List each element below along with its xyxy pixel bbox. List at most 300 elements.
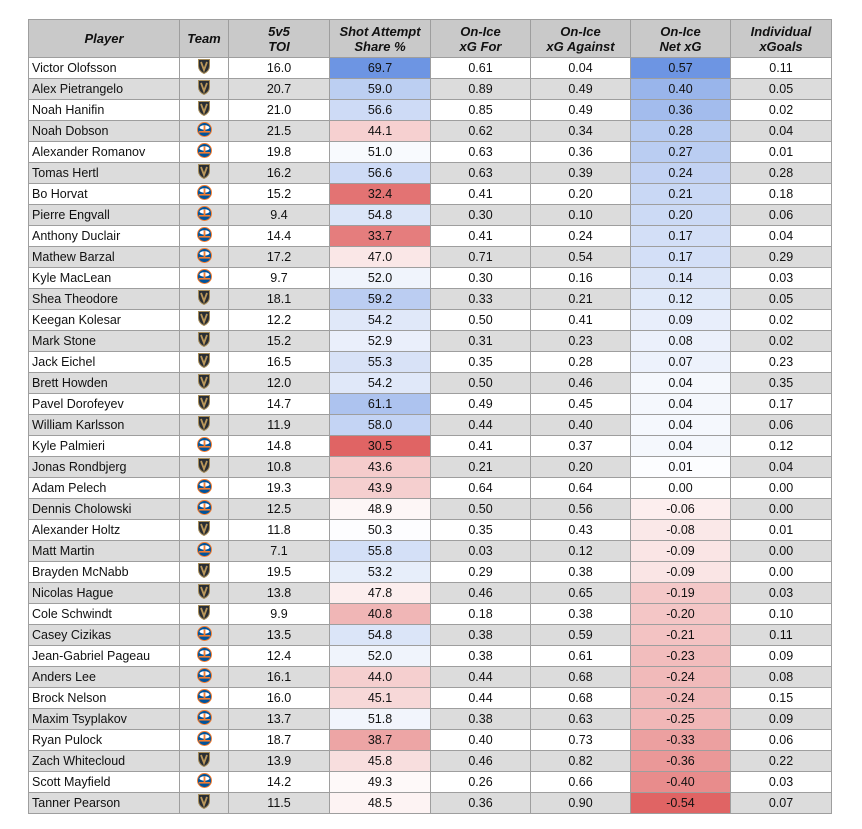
- individual-xgoals-cell: 0.05: [731, 289, 832, 310]
- player-name-cell: William Karlsson: [29, 415, 180, 436]
- player-name-cell: Brock Nelson: [29, 688, 180, 709]
- table-row: [29, 184, 832, 205]
- player-name-cell: Brayden McNabb: [29, 562, 180, 583]
- toi-cell: 17.2: [229, 247, 330, 268]
- player-name-cell: Jonas Rondbjerg: [29, 457, 180, 478]
- new-york-islanders-logo-icon: [197, 710, 212, 728]
- vegas-golden-knights-logo-icon: [198, 101, 210, 119]
- player-name-cell: Victor Olofsson: [29, 58, 180, 79]
- xg-for-cell: 0.40: [431, 730, 531, 751]
- shot-attempt-share-cell: 44.0: [330, 667, 431, 688]
- new-york-islanders-logo-icon: [197, 500, 212, 518]
- player-name-cell: Maxim Tsyplakov: [29, 709, 180, 730]
- individual-xgoals-cell: 0.17: [731, 394, 832, 415]
- team-cell: [180, 58, 229, 79]
- xg-against-cell: 0.04: [531, 58, 631, 79]
- new-york-islanders-logo-icon: [197, 647, 212, 665]
- team-cell: [180, 541, 229, 562]
- xg-for-cell: 0.85: [431, 100, 531, 121]
- shot-attempt-share-cell: 54.8: [330, 205, 431, 226]
- table-row: [29, 352, 832, 373]
- toi-cell: 14.2: [229, 772, 330, 793]
- vegas-golden-knights-logo-icon: [198, 353, 210, 371]
- xg-for-cell: 0.35: [431, 520, 531, 541]
- xg-for-cell: 0.30: [431, 205, 531, 226]
- xg-for-cell: 0.41: [431, 436, 531, 457]
- individual-xgoals-cell: 0.10: [731, 604, 832, 625]
- team-cell: [180, 331, 229, 352]
- player-name-cell: Anders Lee: [29, 667, 180, 688]
- table-row: [29, 667, 832, 688]
- new-york-islanders-logo-icon: [197, 248, 212, 266]
- xg-for-cell: 0.33: [431, 289, 531, 310]
- individual-xgoals-cell: 0.03: [731, 583, 832, 604]
- xg-for-cell: 0.49: [431, 394, 531, 415]
- team-cell: [180, 394, 229, 415]
- team-cell: [180, 625, 229, 646]
- toi-cell: 19.3: [229, 478, 330, 499]
- individual-xgoals-cell: 0.00: [731, 499, 832, 520]
- header-net-xg: On-Ice Net xG: [631, 20, 731, 58]
- team-cell: [180, 562, 229, 583]
- individual-xgoals-cell: 0.23: [731, 352, 832, 373]
- table-row: [29, 478, 832, 499]
- shot-attempt-share-cell: 43.6: [330, 457, 431, 478]
- new-york-islanders-logo-icon: [197, 143, 212, 161]
- team-cell: [180, 667, 229, 688]
- team-cell: [180, 457, 229, 478]
- net-xg-cell: 0.04: [631, 373, 731, 394]
- xg-against-cell: 0.66: [531, 772, 631, 793]
- shot-attempt-share-cell: 45.1: [330, 688, 431, 709]
- table-row: [29, 751, 832, 772]
- table-row: [29, 142, 832, 163]
- xg-against-cell: 0.54: [531, 247, 631, 268]
- toi-cell: 10.8: [229, 457, 330, 478]
- net-xg-cell: -0.23: [631, 646, 731, 667]
- new-york-islanders-logo-icon: [197, 626, 212, 644]
- xg-for-cell: 0.44: [431, 688, 531, 709]
- team-cell: [180, 373, 229, 394]
- team-cell: [180, 352, 229, 373]
- toi-cell: 16.1: [229, 667, 330, 688]
- xg-against-cell: 0.16: [531, 268, 631, 289]
- player-name-cell: Alexander Holtz: [29, 520, 180, 541]
- net-xg-cell: -0.08: [631, 520, 731, 541]
- team-cell: [180, 100, 229, 121]
- player-name-cell: Pavel Dorofeyev: [29, 394, 180, 415]
- xg-for-cell: 0.35: [431, 352, 531, 373]
- table-row: [29, 520, 832, 541]
- player-name-cell: Dennis Cholowski: [29, 499, 180, 520]
- player-name-cell: Zach Whitecloud: [29, 751, 180, 772]
- shot-attempt-share-cell: 52.0: [330, 268, 431, 289]
- xg-against-cell: 0.12: [531, 541, 631, 562]
- shot-attempt-share-cell: 30.5: [330, 436, 431, 457]
- team-cell: [180, 121, 229, 142]
- xg-against-cell: 0.68: [531, 688, 631, 709]
- vegas-golden-knights-logo-icon: [198, 374, 210, 392]
- xg-against-cell: 0.37: [531, 436, 631, 457]
- xg-against-cell: 0.90: [531, 793, 631, 814]
- new-york-islanders-logo-icon: [197, 269, 212, 287]
- shot-attempt-share-cell: 44.1: [330, 121, 431, 142]
- team-cell: [180, 688, 229, 709]
- net-xg-cell: -0.21: [631, 625, 731, 646]
- xg-against-cell: 0.40: [531, 415, 631, 436]
- new-york-islanders-logo-icon: [197, 185, 212, 203]
- vegas-golden-knights-logo-icon: [198, 605, 210, 623]
- player-name-cell: Keegan Kolesar: [29, 310, 180, 331]
- shot-attempt-share-cell: 52.9: [330, 331, 431, 352]
- player-name-cell: Alex Pietrangelo: [29, 79, 180, 100]
- new-york-islanders-logo-icon: [197, 689, 212, 707]
- individual-xgoals-cell: 0.04: [731, 226, 832, 247]
- xg-against-cell: 0.39: [531, 163, 631, 184]
- net-xg-cell: 0.40: [631, 79, 731, 100]
- table-row: [29, 163, 832, 184]
- individual-xgoals-cell: 0.28: [731, 163, 832, 184]
- individual-xgoals-cell: 0.02: [731, 100, 832, 121]
- vegas-golden-knights-logo-icon: [198, 332, 210, 350]
- xg-for-cell: 0.38: [431, 625, 531, 646]
- net-xg-cell: 0.07: [631, 352, 731, 373]
- xg-against-cell: 0.41: [531, 310, 631, 331]
- player-name-cell: Jean-Gabriel Pageau: [29, 646, 180, 667]
- individual-xgoals-cell: 0.07: [731, 793, 832, 814]
- shot-attempt-share-cell: 32.4: [330, 184, 431, 205]
- xg-against-cell: 0.59: [531, 625, 631, 646]
- xg-for-cell: 0.26: [431, 772, 531, 793]
- xg-against-cell: 0.28: [531, 352, 631, 373]
- player-name-cell: Noah Dobson: [29, 121, 180, 142]
- team-cell: [180, 478, 229, 499]
- table-row: [29, 688, 832, 709]
- toi-cell: 18.1: [229, 289, 330, 310]
- vegas-golden-knights-logo-icon: [198, 290, 210, 308]
- net-xg-cell: -0.09: [631, 541, 731, 562]
- shot-attempt-share-cell: 56.6: [330, 100, 431, 121]
- team-cell: [180, 646, 229, 667]
- team-cell: [180, 184, 229, 205]
- shot-attempt-share-cell: 54.2: [330, 310, 431, 331]
- xg-against-cell: 0.45: [531, 394, 631, 415]
- toi-cell: 13.8: [229, 583, 330, 604]
- xg-for-cell: 0.03: [431, 541, 531, 562]
- individual-xgoals-cell: 0.08: [731, 667, 832, 688]
- shot-attempt-share-cell: 53.2: [330, 562, 431, 583]
- team-cell: [180, 793, 229, 814]
- header-toi: 5v5 TOI: [229, 20, 330, 58]
- net-xg-cell: 0.28: [631, 121, 731, 142]
- team-cell: [180, 310, 229, 331]
- vegas-golden-knights-logo-icon: [198, 311, 210, 329]
- player-name-cell: Nicolas Hague: [29, 583, 180, 604]
- team-cell: [180, 730, 229, 751]
- net-xg-cell: 0.14: [631, 268, 731, 289]
- table-row: [29, 58, 832, 79]
- vegas-golden-knights-logo-icon: [198, 416, 210, 434]
- net-xg-cell: 0.21: [631, 184, 731, 205]
- net-xg-cell: 0.20: [631, 205, 731, 226]
- shot-attempt-share-cell: 56.6: [330, 163, 431, 184]
- shot-attempt-share-cell: 55.8: [330, 541, 431, 562]
- player-name-cell: Casey Cizikas: [29, 625, 180, 646]
- player-name-cell: Noah Hanifin: [29, 100, 180, 121]
- xg-against-cell: 0.10: [531, 205, 631, 226]
- toi-cell: 14.4: [229, 226, 330, 247]
- xg-against-cell: 0.24: [531, 226, 631, 247]
- net-xg-cell: 0.00: [631, 478, 731, 499]
- xg-against-cell: 0.34: [531, 121, 631, 142]
- xg-for-cell: 0.36: [431, 793, 531, 814]
- player-name-cell: Matt Martin: [29, 541, 180, 562]
- xg-for-cell: 0.50: [431, 373, 531, 394]
- table-row: [29, 625, 832, 646]
- net-xg-cell: 0.04: [631, 415, 731, 436]
- table-row: [29, 541, 832, 562]
- individual-xgoals-cell: 0.11: [731, 625, 832, 646]
- table-row: [29, 709, 832, 730]
- net-xg-cell: 0.17: [631, 247, 731, 268]
- xg-against-cell: 0.61: [531, 646, 631, 667]
- toi-cell: 9.7: [229, 268, 330, 289]
- xg-against-cell: 0.46: [531, 373, 631, 394]
- player-name-cell: Anthony Duclair: [29, 226, 180, 247]
- toi-cell: 16.0: [229, 58, 330, 79]
- team-cell: [180, 226, 229, 247]
- xg-for-cell: 0.62: [431, 121, 531, 142]
- new-york-islanders-logo-icon: [197, 437, 212, 455]
- player-name-cell: Brett Howden: [29, 373, 180, 394]
- player-name-cell: Alexander Romanov: [29, 142, 180, 163]
- vegas-golden-knights-logo-icon: [198, 794, 210, 812]
- xg-for-cell: 0.89: [431, 79, 531, 100]
- shot-attempt-share-cell: 50.3: [330, 520, 431, 541]
- table-row: [29, 457, 832, 478]
- xg-for-cell: 0.46: [431, 583, 531, 604]
- player-name-cell: Kyle Palmieri: [29, 436, 180, 457]
- toi-cell: 12.4: [229, 646, 330, 667]
- player-name-cell: Pierre Engvall: [29, 205, 180, 226]
- player-name-cell: Kyle MacLean: [29, 268, 180, 289]
- table-row: [29, 247, 832, 268]
- xg-for-cell: 0.63: [431, 163, 531, 184]
- individual-xgoals-cell: 0.01: [731, 520, 832, 541]
- player-stats-table: [28, 19, 832, 814]
- shot-attempt-share-cell: 52.0: [330, 646, 431, 667]
- shot-attempt-share-cell: 69.7: [330, 58, 431, 79]
- net-xg-cell: -0.54: [631, 793, 731, 814]
- toi-cell: 16.2: [229, 163, 330, 184]
- individual-xgoals-cell: 0.02: [731, 331, 832, 352]
- shot-attempt-share-cell: 38.7: [330, 730, 431, 751]
- new-york-islanders-logo-icon: [197, 773, 212, 791]
- individual-xgoals-cell: 0.05: [731, 79, 832, 100]
- table-row: [29, 205, 832, 226]
- xg-for-cell: 0.64: [431, 478, 531, 499]
- table-row: [29, 646, 832, 667]
- net-xg-cell: -0.40: [631, 772, 731, 793]
- shot-attempt-share-cell: 48.5: [330, 793, 431, 814]
- toi-cell: 19.5: [229, 562, 330, 583]
- team-cell: [180, 163, 229, 184]
- xg-for-cell: 0.29: [431, 562, 531, 583]
- team-cell: [180, 604, 229, 625]
- toi-cell: 13.7: [229, 709, 330, 730]
- header-team: Team: [180, 20, 229, 58]
- xg-against-cell: 0.36: [531, 142, 631, 163]
- net-xg-cell: -0.36: [631, 751, 731, 772]
- new-york-islanders-logo-icon: [197, 542, 212, 560]
- individual-xgoals-cell: 0.09: [731, 646, 832, 667]
- xg-for-cell: 0.41: [431, 226, 531, 247]
- shot-attempt-share-cell: 48.9: [330, 499, 431, 520]
- table-row: [29, 226, 832, 247]
- player-name-cell: Tanner Pearson: [29, 793, 180, 814]
- toi-cell: 11.8: [229, 520, 330, 541]
- new-york-islanders-logo-icon: [197, 731, 212, 749]
- individual-xgoals-cell: 0.35: [731, 373, 832, 394]
- table-row: [29, 394, 832, 415]
- net-xg-cell: 0.09: [631, 310, 731, 331]
- xg-for-cell: 0.46: [431, 751, 531, 772]
- xg-for-cell: 0.31: [431, 331, 531, 352]
- xg-for-cell: 0.18: [431, 604, 531, 625]
- individual-xgoals-cell: 0.03: [731, 268, 832, 289]
- toi-cell: 12.0: [229, 373, 330, 394]
- shot-attempt-share-cell: 59.2: [330, 289, 431, 310]
- xg-against-cell: 0.49: [531, 100, 631, 121]
- net-xg-cell: 0.27: [631, 142, 731, 163]
- net-xg-cell: -0.24: [631, 667, 731, 688]
- xg-against-cell: 0.38: [531, 604, 631, 625]
- individual-xgoals-cell: 0.03: [731, 772, 832, 793]
- shot-attempt-share-cell: 49.3: [330, 772, 431, 793]
- shot-attempt-share-cell: 54.8: [330, 625, 431, 646]
- individual-xgoals-cell: 0.00: [731, 541, 832, 562]
- net-xg-cell: 0.12: [631, 289, 731, 310]
- table-row: [29, 436, 832, 457]
- vegas-golden-knights-logo-icon: [198, 164, 210, 182]
- individual-xgoals-cell: 0.04: [731, 121, 832, 142]
- individual-xgoals-cell: 0.01: [731, 142, 832, 163]
- team-cell: [180, 709, 229, 730]
- individual-xgoals-cell: 0.12: [731, 436, 832, 457]
- xg-against-cell: 0.21: [531, 289, 631, 310]
- player-name-cell: Tomas Hertl: [29, 163, 180, 184]
- xg-for-cell: 0.71: [431, 247, 531, 268]
- toi-cell: 15.2: [229, 331, 330, 352]
- xg-for-cell: 0.41: [431, 184, 531, 205]
- shot-attempt-share-cell: 40.8: [330, 604, 431, 625]
- individual-xgoals-cell: 0.06: [731, 730, 832, 751]
- player-name-cell: Scott Mayfield: [29, 772, 180, 793]
- toi-cell: 21.5: [229, 121, 330, 142]
- table-row: [29, 604, 832, 625]
- shot-attempt-share-cell: 59.0: [330, 79, 431, 100]
- team-cell: [180, 520, 229, 541]
- vegas-golden-knights-logo-icon: [198, 395, 210, 413]
- header-row: [29, 20, 832, 58]
- vegas-golden-knights-logo-icon: [198, 80, 210, 98]
- toi-cell: 12.2: [229, 310, 330, 331]
- net-xg-cell: -0.20: [631, 604, 731, 625]
- vegas-golden-knights-logo-icon: [198, 584, 210, 602]
- xg-against-cell: 0.68: [531, 667, 631, 688]
- net-xg-cell: 0.04: [631, 394, 731, 415]
- table-row: [29, 562, 832, 583]
- table-row: [29, 373, 832, 394]
- toi-cell: 14.7: [229, 394, 330, 415]
- net-xg-cell: -0.33: [631, 730, 731, 751]
- shot-attempt-share-cell: 58.0: [330, 415, 431, 436]
- new-york-islanders-logo-icon: [197, 122, 212, 140]
- individual-xgoals-cell: 0.04: [731, 457, 832, 478]
- xg-against-cell: 0.20: [531, 184, 631, 205]
- xg-for-cell: 0.50: [431, 310, 531, 331]
- team-cell: [180, 436, 229, 457]
- table-row: [29, 499, 832, 520]
- table-row: [29, 121, 832, 142]
- xg-against-cell: 0.38: [531, 562, 631, 583]
- net-xg-cell: 0.24: [631, 163, 731, 184]
- toi-cell: 15.2: [229, 184, 330, 205]
- individual-xgoals-cell: 0.09: [731, 709, 832, 730]
- xg-for-cell: 0.21: [431, 457, 531, 478]
- individual-xgoals-cell: 0.22: [731, 751, 832, 772]
- vegas-golden-knights-logo-icon: [198, 458, 210, 476]
- shot-attempt-share-cell: 54.2: [330, 373, 431, 394]
- shot-attempt-share-cell: 43.9: [330, 478, 431, 499]
- player-name-cell: Mathew Barzal: [29, 247, 180, 268]
- vegas-golden-knights-logo-icon: [198, 521, 210, 539]
- individual-xgoals-cell: 0.00: [731, 478, 832, 499]
- team-cell: [180, 79, 229, 100]
- vegas-golden-knights-logo-icon: [198, 563, 210, 581]
- xg-for-cell: 0.44: [431, 667, 531, 688]
- shot-attempt-share-cell: 33.7: [330, 226, 431, 247]
- new-york-islanders-logo-icon: [197, 227, 212, 245]
- xg-against-cell: 0.65: [531, 583, 631, 604]
- team-cell: [180, 142, 229, 163]
- player-name-cell: Adam Pelech: [29, 478, 180, 499]
- table-row: [29, 583, 832, 604]
- net-xg-cell: -0.09: [631, 562, 731, 583]
- individual-xgoals-cell: 0.18: [731, 184, 832, 205]
- net-xg-cell: 0.08: [631, 331, 731, 352]
- toi-cell: 11.9: [229, 415, 330, 436]
- xg-for-cell: 0.38: [431, 646, 531, 667]
- vegas-golden-knights-logo-icon: [198, 59, 210, 77]
- individual-xgoals-cell: 0.15: [731, 688, 832, 709]
- xg-against-cell: 0.64: [531, 478, 631, 499]
- toi-cell: 13.9: [229, 751, 330, 772]
- player-name-cell: Jack Eichel: [29, 352, 180, 373]
- net-xg-cell: -0.25: [631, 709, 731, 730]
- individual-xgoals-cell: 0.02: [731, 310, 832, 331]
- individual-xgoals-cell: 0.06: [731, 205, 832, 226]
- team-cell: [180, 583, 229, 604]
- individual-xgoals-cell: 0.06: [731, 415, 832, 436]
- new-york-islanders-logo-icon: [197, 479, 212, 497]
- xg-against-cell: 0.43: [531, 520, 631, 541]
- xg-against-cell: 0.82: [531, 751, 631, 772]
- toi-cell: 18.7: [229, 730, 330, 751]
- toi-cell: 20.7: [229, 79, 330, 100]
- team-cell: [180, 499, 229, 520]
- xg-against-cell: 0.23: [531, 331, 631, 352]
